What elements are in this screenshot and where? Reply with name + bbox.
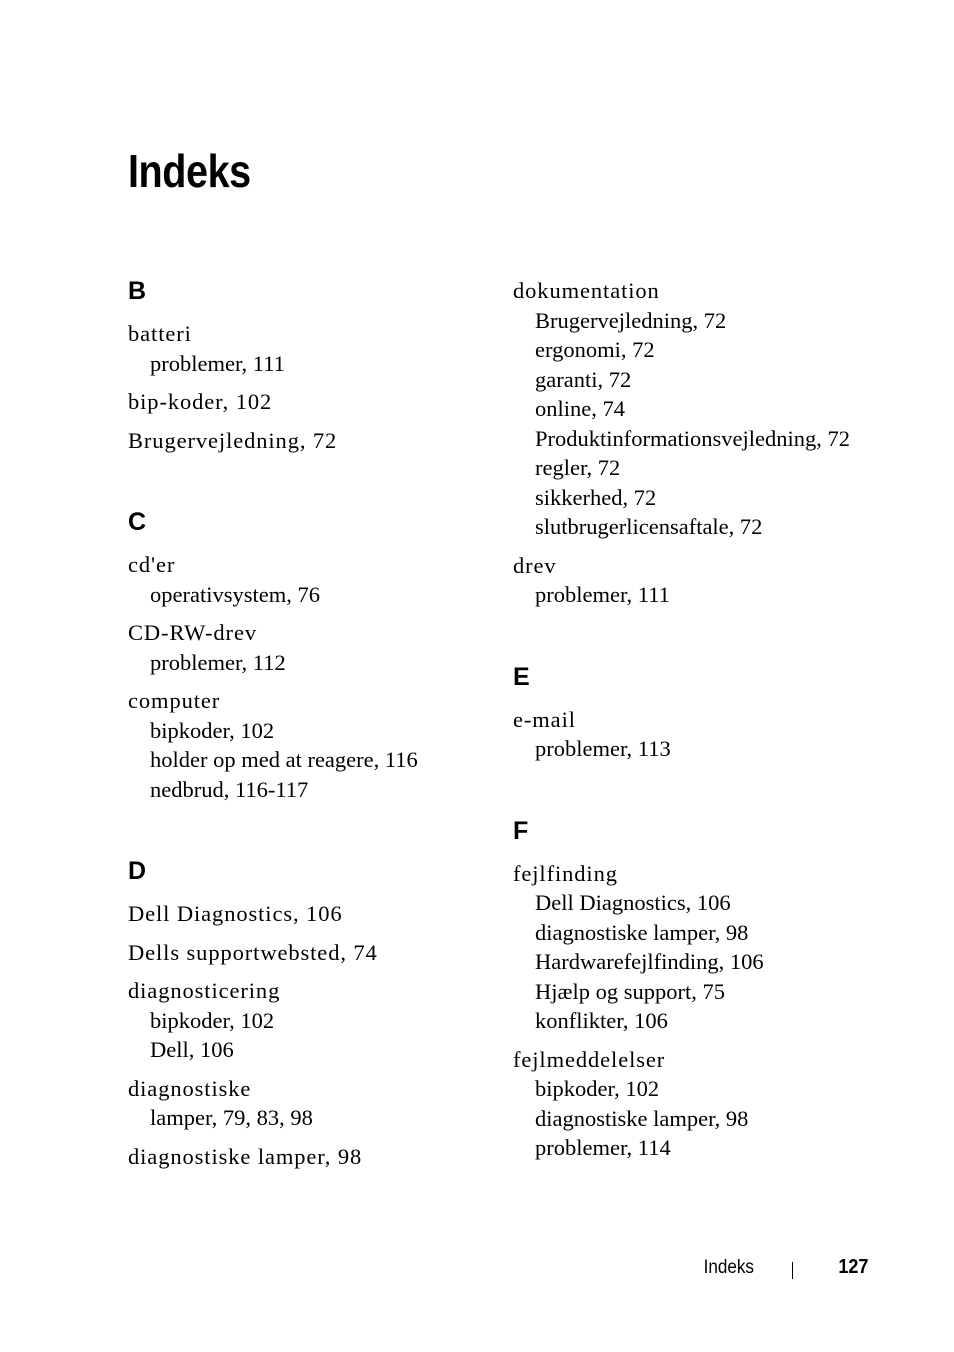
index-section (513, 816, 893, 1163)
index-subentry: Dell, 106 (150, 1037, 234, 1062)
index-term: batteri (128, 321, 192, 346)
index-subentry: lamper, 79, 83, 98 (150, 1105, 313, 1130)
index-term: diagnosticering (128, 978, 281, 1003)
index-subentry: bipkoder, 102 (535, 1076, 660, 1101)
index-subentry: konflikter, 106 (535, 1008, 668, 1033)
index-section (513, 662, 893, 764)
index-subentry: Dell Diagnostics, 106 (535, 890, 731, 915)
index-subentry: problemer, 111 (535, 582, 670, 607)
index-entry (128, 387, 498, 417)
index-term: Dell Diagnostics, 106 (128, 901, 343, 926)
index-term: cd'er (128, 552, 176, 577)
index-entry (128, 319, 498, 378)
page-title: Indeks (128, 145, 251, 197)
index-column-left (128, 276, 498, 1223)
footer-separator (792, 1262, 793, 1279)
section-letter-heading: D (128, 857, 147, 885)
section-letter-heading: E (513, 662, 530, 691)
index-subentry: diagnostiske lamper, 98 (535, 919, 749, 945)
index-term: Brugervejledning, 72 (128, 427, 338, 453)
index-subentry: slutbrugerlicensaftale, 72 (535, 514, 763, 539)
index-term: Dells supportwebsted, 74 (128, 939, 378, 965)
footer-page-number: 127 (837, 1256, 868, 1278)
index-subentry: problemer, 113 (535, 736, 671, 761)
index-entry (128, 1074, 498, 1133)
index-subentry: Produktinformationsvejledning, 72 (535, 425, 850, 451)
index-subentry: regler, 72 (535, 455, 621, 480)
index-subentry: Hjælp og support, 75 (535, 978, 726, 1004)
index-entry (128, 550, 498, 609)
index-entry (128, 1142, 498, 1172)
index-entry (128, 426, 498, 456)
index-entry (128, 686, 498, 804)
index-entry (128, 899, 498, 929)
index-subentry: operativsystem, 76 (150, 581, 320, 607)
index-subentry: ergonomi, 72 (535, 337, 655, 362)
index-subentry: sikkerhed, 72 (535, 484, 657, 510)
index-section (513, 276, 893, 610)
index-entry (513, 705, 893, 764)
index-entry (128, 938, 498, 968)
index-subentry: holder op med at reagere, 116 (150, 747, 418, 772)
index-subentry: Hardwarefejlfinding, 106 (535, 949, 764, 974)
footer-chapter-label: Indeks (703, 1257, 754, 1278)
index-entry (513, 276, 893, 542)
index-section (128, 507, 498, 804)
section-letter-heading: C (128, 508, 147, 536)
index-term: diagnostiske (128, 1075, 252, 1101)
index-term: e-mail (513, 706, 576, 732)
index-subentry: online, 74 (535, 396, 625, 421)
index-subentry: Brugervejledning, 72 (535, 307, 727, 333)
index-entry (128, 618, 498, 677)
index-subentry: bipkoder, 102 (150, 1007, 275, 1033)
page-footer (0, 1256, 954, 1286)
index-subentry: garanti, 72 (535, 366, 632, 392)
index-term: drev (513, 552, 557, 578)
index-subentry: problemer, 112 (150, 649, 286, 675)
section-letter-heading: B (128, 277, 147, 305)
index-entry (513, 1045, 893, 1163)
index-term: fejlmeddelelser (513, 1046, 666, 1072)
index-subentry: problemer, 111 (150, 350, 285, 376)
index-section (128, 856, 498, 1171)
index-term: computer (128, 688, 221, 713)
index-entry (128, 976, 498, 1065)
index-entry (513, 859, 893, 1036)
index-column-right (513, 276, 893, 1215)
index-subentry: nedbrud, 116-117 (150, 776, 309, 802)
index-term: dokumentation (513, 278, 660, 303)
index-subentry: diagnostiske lamper, 98 (535, 1105, 749, 1131)
section-letter-heading: F (513, 816, 529, 845)
index-term: bip-koder, 102 (128, 389, 273, 414)
index-subentry: bipkoder, 102 (150, 717, 275, 743)
index-term: CD-RW-drev (128, 620, 257, 645)
index-term: fejlfinding (513, 860, 618, 886)
index-section (128, 276, 498, 455)
index-subentry: problemer, 114 (535, 1135, 671, 1160)
index-term: diagnostiske lamper, 98 (128, 1143, 363, 1169)
index-entry (513, 551, 893, 610)
